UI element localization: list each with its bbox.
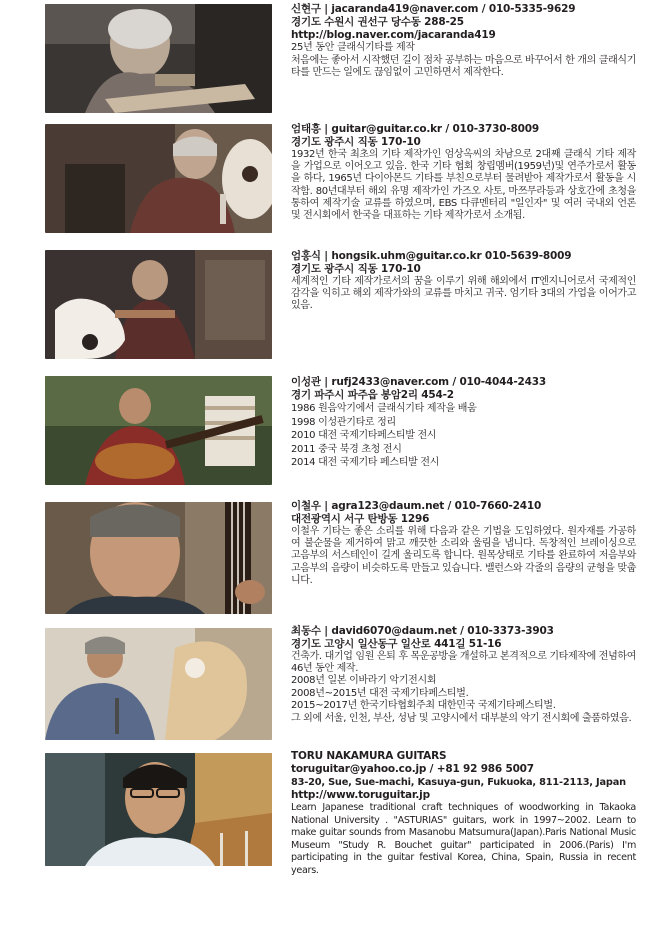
contact-line: 최동수 | david6070@daum.net / 010-3373-3903 (291, 625, 554, 637)
address-line: 경기 파주시 파주읍 봉암2리 454-2 (291, 389, 454, 401)
address-line: 경기도 광주시 직동 170-10 (291, 136, 421, 148)
career-line: 25년 동안 클래식기타를 제작 (291, 42, 415, 53)
website-link[interactable]: http://www.toruguitar.jp (291, 789, 430, 801)
career-item: 2015~2017년 한국기타협회주최 대한민국 국제기타페스티벌. (291, 700, 556, 712)
description: 건축가. 대기업 임원 은퇴 후 목운공방을 개설하고 본격적으로 기타제작에 전념하여 46년 동안 제작. (291, 651, 636, 675)
luthier-photo (45, 753, 272, 866)
contact-line: 엄태흥 | guitar@guitar.co.kr / 010-3730-8009 (291, 123, 539, 135)
luthier-photo (45, 502, 272, 614)
career-item: 1998 이성관기타로 정리 (291, 416, 396, 428)
address-line: 83-20, Sue, Sue-machi, Kasuya-gun, Fukuoka, 811-2113, Japan (291, 777, 626, 788)
closing-note: 그 외에 서울, 인천, 부산, 성남 및 고양시에서 대부분의 악기 전시회에 출품하였음. (291, 712, 632, 724)
website-link[interactable]: http://blog.naver.com/jacaranda419 (291, 29, 496, 41)
luthier-photo (45, 376, 272, 485)
address-line: 경기도 고양시 일산동구 일산로 441길 51-16 (291, 638, 502, 650)
career-item: 2014 대전 국제기타 페스티발 전시 (291, 457, 440, 468)
luthier-photo (45, 250, 272, 359)
luthier-photo (45, 4, 272, 113)
career-item: 2008년 일본 이바라기 악기전시회 (291, 675, 437, 687)
luthier-photo (45, 124, 272, 233)
description: 처음에는 좋아서 시작했던 길이 점차 공부하는 마음으로 바꾸어서 한 개의 클래식기타를 만드는 일에도 끊임없이 고민하면서 제작한다. (291, 54, 636, 78)
career-item: 2010 대전 국제기타페스티발 전시 (291, 430, 437, 441)
contact-line: 이철우 | agra123@daum.net / 010-7660-2410 (291, 500, 542, 512)
address-line: 대전광역시 서구 탄방동 1296 (291, 513, 430, 525)
career-item: 2008년~2015년 대전 국제기타페스티벌. (291, 687, 469, 699)
description: 1932년 한국 최초의 기타 제작가인 엄상옥씨의 차남으로 2대째 클래식 기타 제작을 가업으로 이어오고 있음. 한국 기타 협회 창립멤버(1959년)및 연주가로서 활동을 하다, 1965년 다이아몬드 기타를 부친으로부터 물려받아 제작가로서 활동을 시작함. 80년대부터 해외 유명 제작가인 가즈오 사토, 마쯔무라등과 상호간에 초청을 통하여 제작기술 교류를 하였으며, EBS 다큐멘터리 "일인자" 및 여러 국내외 언론및 전시회에서 한국을 대표하는 기타 제작가로서 소개됨. (291, 149, 636, 222)
career-item: 2011 중국 북경 초청 전시 (291, 443, 402, 455)
description: 이철우 기타는 좋은 소리를 위해 다음과 같은 기법을 도입하였다. 원자재를 가공하여 불순물을 제거하여 맑고 깨끗한 소리와 울림을 냅니다. 독창적인 브레이싱으로 고음부의 서스테인이 길게 울리도록 합니다. 원목상태로 기타를 완료하여 저음부와 고음부의 음량이 비슷하도록 만들고 있습니다. 밸런스와 각줄의 음량의 균형을 맞춥니다. (291, 526, 636, 586)
career-item: 1986 원음악기에서 클래식기타 제작을 배움 (291, 403, 477, 414)
contact-line: 엄홍식 | hongsik.uhm@guitar.co.kr 010-5639-8009 (291, 250, 572, 262)
luthier-photo (45, 628, 272, 740)
description: Learn Japanese traditional craft techniques of woodworking in Takaoka National University . "ASTURIAS" guitars, work in 1997~2002. Learn to make guitar sounds from Masanobu Matsumura(Japan).Paris National Music Museum "Study R. Bouchet guitar" participated in 2006.(Paris) I'm participating in the guitar festival Korea, China, Spain, Russia in recent years. (291, 802, 636, 876)
brand-name: TORU NAKAMURA GUITARS (291, 750, 447, 762)
address-line: 경기도 수원시 권선구 당수동 288-25 (291, 16, 464, 28)
contact-line: toruguitar@yahoo.co.jp / +81 92 986 5007 (291, 763, 534, 775)
description: 세계적인 기타 제작가로서의 꿈을 이루기 위해 해외에서 IT엔지니어로서 국제적인 감각을 익히고 해외 제작가와의 교류를 마치고 귀국. 엄기타 3대의 가업을 이어가고 있음. (291, 276, 636, 312)
contact-line: 신현구 | jacaranda419@naver.com / 010-5335-9629 (291, 3, 576, 15)
contact-line: 이성관 | rufj2433@naver.com / 010-4044-2433 (291, 376, 546, 388)
address-line: 경기도 광주시 직동 170-10 (291, 263, 421, 275)
